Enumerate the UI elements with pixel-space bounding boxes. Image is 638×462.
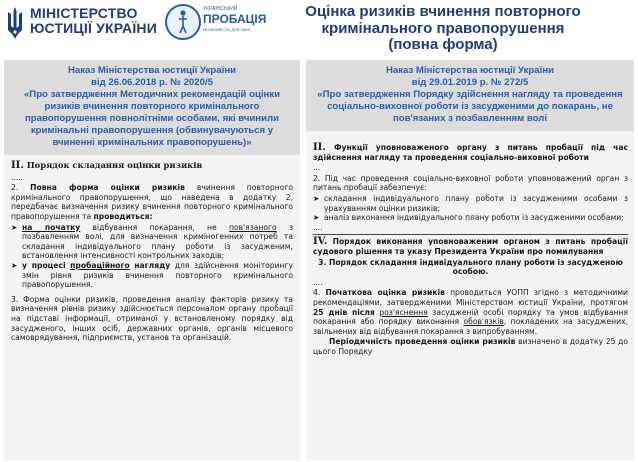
divider	[313, 234, 628, 235]
right-order-date: від 29.01.2019 р. № 272/5	[411, 77, 529, 88]
right-paragraph-5: Періодичність проведення оцінки ризиків визначено в додатку 25 до цього Порядку	[313, 337, 628, 356]
probation-small-text: УКРАЇНСЬКИЙ	[203, 6, 238, 12]
right-section-2-heading: II. Функції уповноваженого органу з питань пробації під час здійснення нагляду та проведення соціально-виховної роботи	[313, 142, 628, 162]
left-ellipsis: .....	[11, 172, 24, 182]
probation-logo	[165, 4, 267, 44]
right-ellipsis: ....	[313, 277, 323, 287]
ministry-line-1: МІНІСТЕРСТВО	[30, 5, 138, 21]
right-section-4-heading: IV. Порядок виконання уповноваженим органом з питань пробації судового рішення та указу Президента України про помилування	[313, 236, 628, 256]
left-order-date: від 26.06.2018 р. № 2020/5	[91, 77, 213, 88]
list-item: ➤ у процесі пробаційного нагляду для здійснення моніторингу змін рівня ризиків вчинення повторного кримінального правопорушення.	[11, 260, 293, 290]
page-title: Оцінка ризиків вчинення повторного кримінального правопорушення (повна форма)	[305, 3, 581, 53]
left-panel-body	[4, 155, 300, 343]
right-paragraph-4: 4. Початкова оцінка ризиків проводиться УОПП згідно з методичними рекомендаціями, затвердженими Міністерством юстиції України, протягом 25 днів після роз'яснення засудженій особі порядку та умов відбування покарання або порядку виконання обов'язків, покладених на засуджених, звільнених від відбування покарання з випробуванням.	[313, 288, 628, 336]
right-ellipsis: ....	[313, 222, 323, 232]
page-header	[0, 0, 638, 58]
left-order-subject: «Про затвердження Методичних рекомендацій оцінки ризиків вчинення повторного кримінального правопорушення повнолітніми особами, які вчинили кримінальні правопорушення (обвинувачуються у вчиненні кримінальних правопорушень)»	[23, 89, 281, 148]
right-order-title: Наказ Міністерства юстиції України	[385, 65, 555, 76]
arrow-bullet-icon: ➤	[313, 213, 320, 223]
arrow-bullet-icon: ➤	[11, 222, 18, 232]
left-order-title: Наказ Міністерства юстиції України	[67, 65, 237, 76]
probation-tagline: МОЖЛИВІСТЬ ДЛЯ ЗМІН	[203, 27, 251, 32]
person-icon	[178, 10, 188, 34]
list-item: ➤ складання індивідуального плану роботи із засудженими особами з урахуванням оцінки ризиків;	[313, 193, 628, 213]
arrow-bullet-icon: ➤	[11, 260, 18, 270]
ministry-name	[30, 6, 157, 36]
probation-name: ПРОБАЦІЯ	[203, 12, 267, 26]
left-section-title: Порядок складання оцінки ризиків	[26, 160, 203, 170]
right-order-subject: «Про затвердження Порядку здійснення нагляду та проведення соціально-виховної роботи із засудженими до покарань, не пов'язаних з позбавленням волі	[317, 89, 623, 124]
right-subsection-3-heading: 3. Порядок складання індивідуального плану роботи із засудженою особою.	[318, 257, 623, 277]
ministry-line-2: ЮСТИЦІЇ УКРАЇНИ	[30, 20, 158, 36]
right-panel	[306, 60, 634, 460]
left-paragraph-3: 3. Форма оцінки ризиків, проведення аналізу факторів ризику та визначення рівнів ризику здійснюється персоналом органу пробації на підставі інформації, отриманої у встановленому порядку від засудженого, інших осіб, державних органів, органів місцевого самоврядування, підприємств, установ та організацій.	[11, 294, 293, 343]
right-paragraph-2: 2. Під час проведення соціально-виховної роботи уповноважений орган з питань пробації забезпечує:	[313, 173, 628, 193]
arrow-bullet-icon: ➤	[313, 193, 320, 203]
left-panel	[4, 60, 300, 460]
list-item: ➤ на початку відбування покарання, не пов'язаного з позбавленням волі, для визначення криміногенних потреб та складання індивідуального плану роботи із засудженим, встановлення інтенсивності контрольних заходів;	[11, 222, 294, 261]
left-section-heading	[11, 161, 293, 171]
left-paragraph-2: 2. Повна форма оцінки ризиків вчинення повторного кримінального правопорушення, що наведена в додатку 2, передбачає визначення ризику вчинення повторного кримінального правопорушення та проводиться:	[11, 183, 293, 221]
list-item: ➤ аналіз виконання індивідуального плану роботи із засудженими особами;	[313, 213, 624, 223]
left-section-number: II.	[11, 160, 24, 171]
left-panel-header	[4, 60, 300, 155]
right-panel-header	[306, 60, 634, 131]
right-ellipsis: ...	[313, 163, 321, 173]
trident-icon	[6, 6, 24, 40]
right-panel-body	[306, 131, 634, 356]
